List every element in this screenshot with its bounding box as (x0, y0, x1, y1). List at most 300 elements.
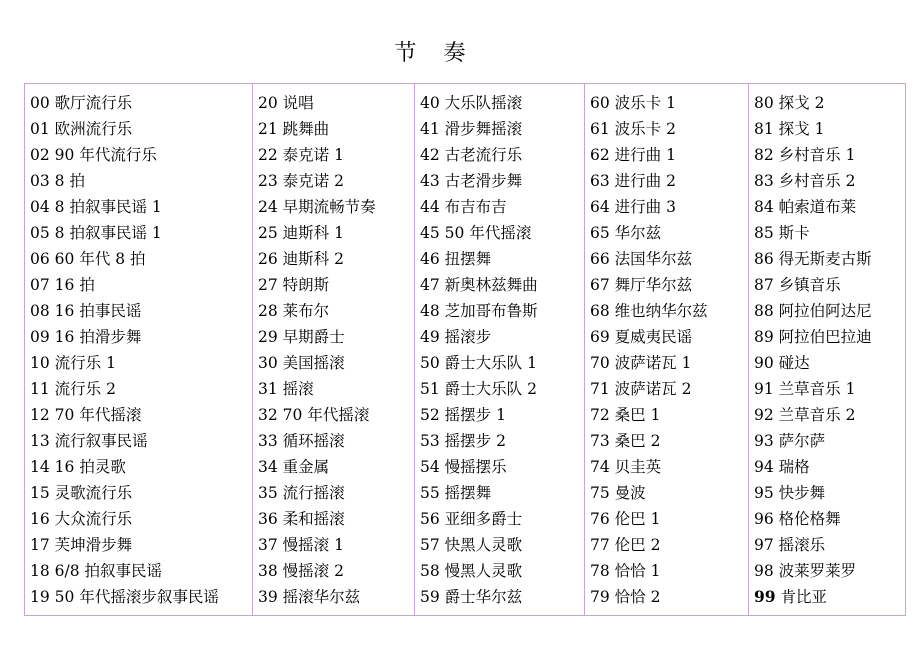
rhythm-number: 95 (754, 484, 774, 502)
rhythm-entry (258, 376, 414, 402)
rhythm-name: 新奥林兹舞曲 (444, 276, 538, 294)
rhythm-number: 43 (420, 172, 440, 190)
rhythm-number: 07 (30, 276, 50, 294)
rhythm-name: 流行乐 1 (54, 354, 116, 372)
rhythm-entry (754, 246, 905, 272)
rhythm-name: 莱布尔 (282, 302, 330, 320)
rhythm-name: 8 拍 (54, 172, 85, 190)
rhythm-entry (754, 584, 905, 610)
rhythm-number: 05 (30, 224, 50, 242)
rhythm-entry (754, 168, 905, 194)
rhythm-number: 72 (590, 406, 610, 424)
rhythm-name: 16 拍灵歌 (54, 458, 126, 476)
rhythm-number: 47 (420, 276, 440, 294)
rhythm-entry (258, 558, 414, 584)
rhythm-number: 75 (590, 484, 610, 502)
rhythm-number: 78 (590, 562, 610, 580)
rhythm-number: 00 (30, 94, 50, 112)
rhythm-entry (590, 350, 748, 376)
rhythm-entry (590, 220, 748, 246)
rhythm-entry (590, 506, 748, 532)
rhythm-name: 夏威夷民谣 (614, 328, 693, 346)
rhythm-name: 萨尔萨 (778, 432, 826, 450)
rhythm-column (25, 84, 253, 616)
rhythm-name: 波乐卡 1 (614, 94, 676, 112)
rhythm-entry (258, 350, 414, 376)
rhythm-number: 44 (420, 198, 440, 216)
rhythm-number: 73 (590, 432, 610, 450)
rhythm-name: 曼波 (614, 484, 646, 502)
rhythm-name: 泰克诺 2 (282, 172, 344, 190)
rhythm-name: 重金属 (282, 458, 330, 476)
rhythm-entry (590, 324, 748, 350)
rhythm-entry (590, 298, 748, 324)
rhythm-name: 芝加哥布鲁斯 (444, 302, 538, 320)
rhythm-name: 慢摇滚 1 (282, 536, 344, 554)
rhythm-name: 迪斯科 1 (282, 224, 344, 242)
rhythm-name: 法国华尔兹 (614, 250, 693, 268)
rhythm-name: 16 拍滑步舞 (54, 328, 142, 346)
rhythm-entry (258, 272, 414, 298)
rhythm-number: 21 (258, 120, 278, 138)
rhythm-number: 64 (590, 198, 610, 216)
rhythm-name: 90 年代流行乐 (54, 146, 157, 164)
rhythm-name: 流行乐 2 (54, 380, 116, 398)
rhythm-number: 22 (258, 146, 278, 164)
rhythm-number: 65 (590, 224, 610, 242)
rhythm-entry (258, 168, 414, 194)
rhythm-number: 57 (420, 536, 440, 554)
rhythm-number: 09 (30, 328, 50, 346)
rhythm-number: 52 (420, 406, 440, 424)
rhythm-entry (420, 246, 584, 272)
rhythm-name: 美国摇滚 (282, 354, 345, 372)
rhythm-number: 25 (258, 224, 278, 242)
rhythm-entry (30, 428, 252, 454)
rhythm-number: 08 (30, 302, 50, 320)
rhythm-entry (258, 90, 414, 116)
rhythm-number: 26 (258, 250, 278, 268)
rhythm-name: 滑步舞摇滚 (444, 120, 523, 138)
rhythm-entry (420, 324, 584, 350)
rhythm-entry (258, 506, 414, 532)
rhythm-name: 摇摆步 1 (444, 406, 506, 424)
rhythm-name: 大乐队摇滚 (444, 94, 523, 112)
rhythm-name: 桑巴 2 (614, 432, 661, 450)
rhythm-name: 帕索道布莱 (778, 198, 857, 216)
rhythm-number: 18 (30, 562, 50, 580)
rhythm-entry (258, 142, 414, 168)
rhythm-name: 得无斯麦古斯 (778, 250, 872, 268)
rhythm-column (585, 84, 749, 616)
rhythm-entry (420, 402, 584, 428)
rhythm-number: 23 (258, 172, 278, 190)
rhythm-entry (754, 506, 905, 532)
rhythm-entry (30, 324, 252, 350)
rhythm-number: 01 (30, 120, 50, 138)
rhythm-entry (30, 220, 252, 246)
rhythm-name: 波萨诺瓦 1 (614, 354, 692, 372)
rhythm-number: 88 (754, 302, 774, 320)
rhythm-entry (30, 558, 252, 584)
rhythm-name: 摇滚华尔兹 (282, 588, 361, 606)
rhythm-number: 68 (590, 302, 610, 320)
rhythm-number: 37 (258, 536, 278, 554)
rhythm-entry (754, 428, 905, 454)
rhythm-name: 70 年代摇滚 (54, 406, 142, 424)
rhythm-name: 瑞格 (778, 458, 810, 476)
rhythm-name: 贝圭英 (614, 458, 662, 476)
rhythm-name: 波萨诺瓦 2 (614, 380, 692, 398)
rhythm-number: 31 (258, 380, 278, 398)
rhythm-number: 11 (30, 380, 50, 398)
rhythm-entry (420, 272, 584, 298)
rhythm-entry (754, 272, 905, 298)
rhythm-number: 82 (754, 146, 774, 164)
rhythm-number: 36 (258, 510, 278, 528)
rhythm-number: 16 (30, 510, 50, 528)
rhythm-number: 29 (258, 328, 278, 346)
rhythm-name: 16 拍事民谣 (54, 302, 142, 320)
rhythm-entry (420, 480, 584, 506)
rhythm-entry (590, 116, 748, 142)
rhythm-number: 33 (258, 432, 278, 450)
rhythm-entry (258, 298, 414, 324)
rhythm-number: 79 (590, 588, 610, 606)
rhythm-number: 99 (754, 587, 776, 606)
rhythm-entry (30, 298, 252, 324)
rhythm-entry (590, 376, 748, 402)
rhythm-number: 50 (420, 354, 440, 372)
rhythm-name: 古老流行乐 (444, 146, 523, 164)
rhythm-name: 探戈 2 (778, 94, 825, 112)
rhythm-number: 71 (590, 380, 610, 398)
rhythm-entry (420, 376, 584, 402)
rhythm-name: 阿拉伯巴拉迪 (778, 328, 872, 346)
rhythm-name: 波乐卡 2 (614, 120, 676, 138)
rhythm-number: 35 (258, 484, 278, 502)
rhythm-entry (30, 90, 252, 116)
rhythm-column (749, 84, 906, 616)
rhythm-entry (754, 350, 905, 376)
rhythm-entry (754, 454, 905, 480)
page-title: 节 奏 (394, 41, 476, 66)
rhythm-entry (30, 376, 252, 402)
rhythm-number: 87 (754, 276, 774, 294)
rhythm-name: 摇滚 (282, 380, 314, 398)
rhythm-entry (420, 220, 584, 246)
rhythm-entry (258, 480, 414, 506)
rhythm-entry (754, 376, 905, 402)
rhythm-column (415, 84, 585, 616)
rhythm-number: 59 (420, 588, 440, 606)
rhythm-entry (754, 298, 905, 324)
rhythm-entry (590, 532, 748, 558)
rhythm-number: 17 (30, 536, 50, 554)
rhythm-number: 58 (420, 562, 440, 580)
rhythm-table (24, 83, 906, 616)
rhythm-number: 12 (30, 406, 50, 424)
rhythm-number: 30 (258, 354, 278, 372)
rhythm-name: 恰恰 2 (614, 588, 661, 606)
rhythm-number: 04 (30, 198, 50, 216)
rhythm-entry (590, 402, 748, 428)
rhythm-entry (420, 116, 584, 142)
rhythm-name: 摇摆步 2 (444, 432, 506, 450)
rhythm-number: 60 (590, 94, 610, 112)
rhythm-name: 乡村音乐 1 (778, 146, 856, 164)
rhythm-number: 27 (258, 276, 278, 294)
rhythm-number: 54 (420, 458, 440, 476)
rhythm-name: 70 年代摇滚 (282, 406, 370, 424)
rhythm-name: 兰草音乐 2 (778, 406, 856, 424)
rhythm-entry (420, 142, 584, 168)
rhythm-number: 69 (590, 328, 610, 346)
rhythm-number: 14 (30, 458, 50, 476)
rhythm-entry (420, 194, 584, 220)
rhythm-name: 碰达 (778, 354, 810, 372)
rhythm-name: 进行曲 1 (614, 146, 676, 164)
rhythm-name: 8 拍叙事民谣 1 (54, 198, 162, 216)
rhythm-number: 89 (754, 328, 774, 346)
rhythm-name: 爵士大乐队 1 (444, 354, 537, 372)
rhythm-name: 歌厅流行乐 (54, 94, 133, 112)
rhythm-number: 56 (420, 510, 440, 528)
rhythm-name: 灵歌流行乐 (54, 484, 133, 502)
rhythm-name: 慢黑人灵歌 (444, 562, 523, 580)
rhythm-name: 斯卡 (778, 224, 810, 242)
rhythm-name: 早期流畅节奏 (282, 198, 376, 216)
rhythm-name: 伦巴 2 (614, 536, 661, 554)
rhythm-entry (420, 90, 584, 116)
rhythm-name: 流行叙事民谣 (54, 432, 148, 450)
rhythm-column (253, 84, 415, 616)
rhythm-number: 39 (258, 588, 278, 606)
rhythm-number: 74 (590, 458, 610, 476)
rhythm-number: 80 (754, 94, 774, 112)
rhythm-name: 慢摇摆乐 (444, 458, 507, 476)
rhythm-entry (30, 480, 252, 506)
rhythm-number: 67 (590, 276, 610, 294)
rhythm-entry (590, 90, 748, 116)
rhythm-entry (754, 532, 905, 558)
rhythm-entry (258, 324, 414, 350)
rhythm-entry (754, 324, 905, 350)
rhythm-name: 布吉布吉 (444, 198, 507, 216)
rhythm-number: 97 (754, 536, 774, 554)
rhythm-number: 90 (754, 354, 774, 372)
rhythm-entry (420, 558, 584, 584)
rhythm-entry (754, 220, 905, 246)
rhythm-number: 24 (258, 198, 278, 216)
rhythm-name: 探戈 1 (778, 120, 825, 138)
rhythm-entry (420, 168, 584, 194)
rhythm-entry (590, 558, 748, 584)
rhythm-number: 19 (30, 588, 50, 606)
rhythm-entry (30, 454, 252, 480)
rhythm-number: 63 (590, 172, 610, 190)
rhythm-number: 46 (420, 250, 440, 268)
rhythm-name: 快黑人灵歌 (444, 536, 523, 554)
rhythm-name: 扭摆舞 (444, 250, 492, 268)
rhythm-number: 32 (258, 406, 278, 424)
rhythm-number: 81 (754, 120, 774, 138)
rhythm-number: 53 (420, 432, 440, 450)
rhythm-number: 66 (590, 250, 610, 268)
rhythm-name: 慢摇滚 2 (282, 562, 344, 580)
rhythm-number: 84 (754, 198, 774, 216)
rhythm-entry (590, 454, 748, 480)
rhythm-number: 41 (420, 120, 440, 138)
rhythm-number: 92 (754, 406, 774, 424)
rhythm-entry (754, 480, 905, 506)
rhythm-number: 13 (30, 432, 50, 450)
rhythm-name: 爵士大乐队 2 (444, 380, 537, 398)
rhythm-name: 柔和摇滚 (282, 510, 345, 528)
rhythm-name: 50 年代摇滚步叙事民谣 (54, 588, 219, 606)
rhythm-entry (420, 506, 584, 532)
rhythm-number: 40 (420, 94, 440, 112)
rhythm-entry (258, 402, 414, 428)
rhythm-entry (420, 584, 584, 610)
rhythm-entry (420, 428, 584, 454)
rhythm-number: 03 (30, 172, 50, 190)
rhythm-entry (30, 246, 252, 272)
rhythm-name: 早期爵士 (282, 328, 345, 346)
rhythm-entry (590, 246, 748, 272)
rhythm-entry (590, 428, 748, 454)
rhythm-name: 迪斯科 2 (282, 250, 344, 268)
rhythm-name: 8 拍叙事民谣 1 (54, 224, 162, 242)
rhythm-entry (258, 220, 414, 246)
rhythm-name: 兰草音乐 1 (778, 380, 856, 398)
rhythm-number: 83 (754, 172, 774, 190)
rhythm-number: 77 (590, 536, 610, 554)
rhythm-name: 6/8 拍叙事民谣 (54, 562, 163, 580)
rhythm-name: 伦巴 1 (614, 510, 661, 528)
rhythm-number: 61 (590, 120, 610, 138)
rhythm-name: 泰克诺 1 (282, 146, 344, 164)
rhythm-entry (590, 194, 748, 220)
rhythm-name: 芙坤滑步舞 (54, 536, 133, 554)
rhythm-number: 49 (420, 328, 440, 346)
table-row (25, 84, 906, 616)
rhythm-entry (754, 194, 905, 220)
rhythm-number: 55 (420, 484, 440, 502)
rhythm-entry (754, 142, 905, 168)
rhythm-entry (30, 142, 252, 168)
rhythm-name: 乡镇音乐 (778, 276, 841, 294)
rhythm-name: 快步舞 (778, 484, 826, 502)
rhythm-name: 舞厅华尔兹 (614, 276, 693, 294)
rhythm-number: 96 (754, 510, 774, 528)
rhythm-name: 摇滚步 (444, 328, 492, 346)
rhythm-entry (30, 116, 252, 142)
rhythm-name: 进行曲 3 (614, 198, 676, 216)
rhythm-entry (258, 246, 414, 272)
rhythm-number: 06 (30, 250, 50, 268)
rhythm-name: 桑巴 1 (614, 406, 661, 424)
rhythm-number: 94 (754, 458, 774, 476)
rhythm-number: 98 (754, 562, 774, 580)
rhythm-name: 特朗斯 (282, 276, 330, 294)
rhythm-entry (30, 506, 252, 532)
rhythm-entry (590, 272, 748, 298)
rhythm-name: 流行摇滚 (282, 484, 345, 502)
rhythm-number: 93 (754, 432, 774, 450)
rhythm-entry (754, 558, 905, 584)
rhythm-name: 乡村音乐 2 (778, 172, 856, 190)
rhythm-name: 16 拍 (54, 276, 95, 294)
rhythm-entry (420, 454, 584, 480)
rhythm-number: 38 (258, 562, 278, 580)
rhythm-name: 说唱 (282, 94, 314, 112)
rhythm-name: 60 年代 8 拍 (54, 250, 146, 268)
rhythm-number: 15 (30, 484, 50, 502)
rhythm-name: 欧洲流行乐 (54, 120, 133, 138)
rhythm-entry (420, 350, 584, 376)
rhythm-entry (590, 480, 748, 506)
rhythm-name: 爵士华尔兹 (444, 588, 523, 606)
rhythm-name: 循环摇滚 (282, 432, 345, 450)
rhythm-entry (590, 168, 748, 194)
rhythm-number: 76 (590, 510, 610, 528)
rhythm-number: 91 (754, 380, 774, 398)
rhythm-entry (754, 116, 905, 142)
rhythm-entry (30, 532, 252, 558)
rhythm-entry (258, 454, 414, 480)
rhythm-number: 45 (420, 224, 440, 242)
rhythm-name: 大众流行乐 (54, 510, 133, 528)
rhythm-name: 维也纳华尔兹 (614, 302, 708, 320)
rhythm-entry (258, 428, 414, 454)
rhythm-entry (30, 194, 252, 220)
rhythm-name: 摇滚乐 (778, 536, 826, 554)
rhythm-name: 格伦格舞 (778, 510, 841, 528)
rhythm-name: 摇摆舞 (444, 484, 492, 502)
rhythm-number: 62 (590, 146, 610, 164)
rhythm-entry (754, 402, 905, 428)
rhythm-entry (258, 116, 414, 142)
rhythm-number: 10 (30, 354, 50, 372)
rhythm-number: 34 (258, 458, 278, 476)
rhythm-name: 跳舞曲 (282, 120, 330, 138)
rhythm-number: 48 (420, 302, 440, 320)
rhythm-name: 阿拉伯阿达尼 (778, 302, 872, 320)
rhythm-name: 肯比亚 (780, 588, 828, 606)
rhythm-name: 古老滑步舞 (444, 172, 523, 190)
rhythm-name: 50 年代摇滚 (444, 224, 532, 242)
rhythm-number: 70 (590, 354, 610, 372)
rhythm-number: 28 (258, 302, 278, 320)
rhythm-entry (30, 402, 252, 428)
rhythm-name: 华尔兹 (614, 224, 662, 242)
rhythm-entry (590, 584, 748, 610)
rhythm-entry (30, 272, 252, 298)
rhythm-number: 42 (420, 146, 440, 164)
rhythm-number: 51 (420, 380, 440, 398)
rhythm-name: 恰恰 1 (614, 562, 661, 580)
rhythm-number: 86 (754, 250, 774, 268)
rhythm-entry (590, 142, 748, 168)
rhythm-entry (258, 532, 414, 558)
rhythm-entry (30, 584, 252, 610)
rhythm-entry (30, 168, 252, 194)
rhythm-name: 进行曲 2 (614, 172, 676, 190)
rhythm-number: 02 (30, 146, 50, 164)
rhythm-entry (420, 532, 584, 558)
rhythm-entry (258, 584, 414, 610)
